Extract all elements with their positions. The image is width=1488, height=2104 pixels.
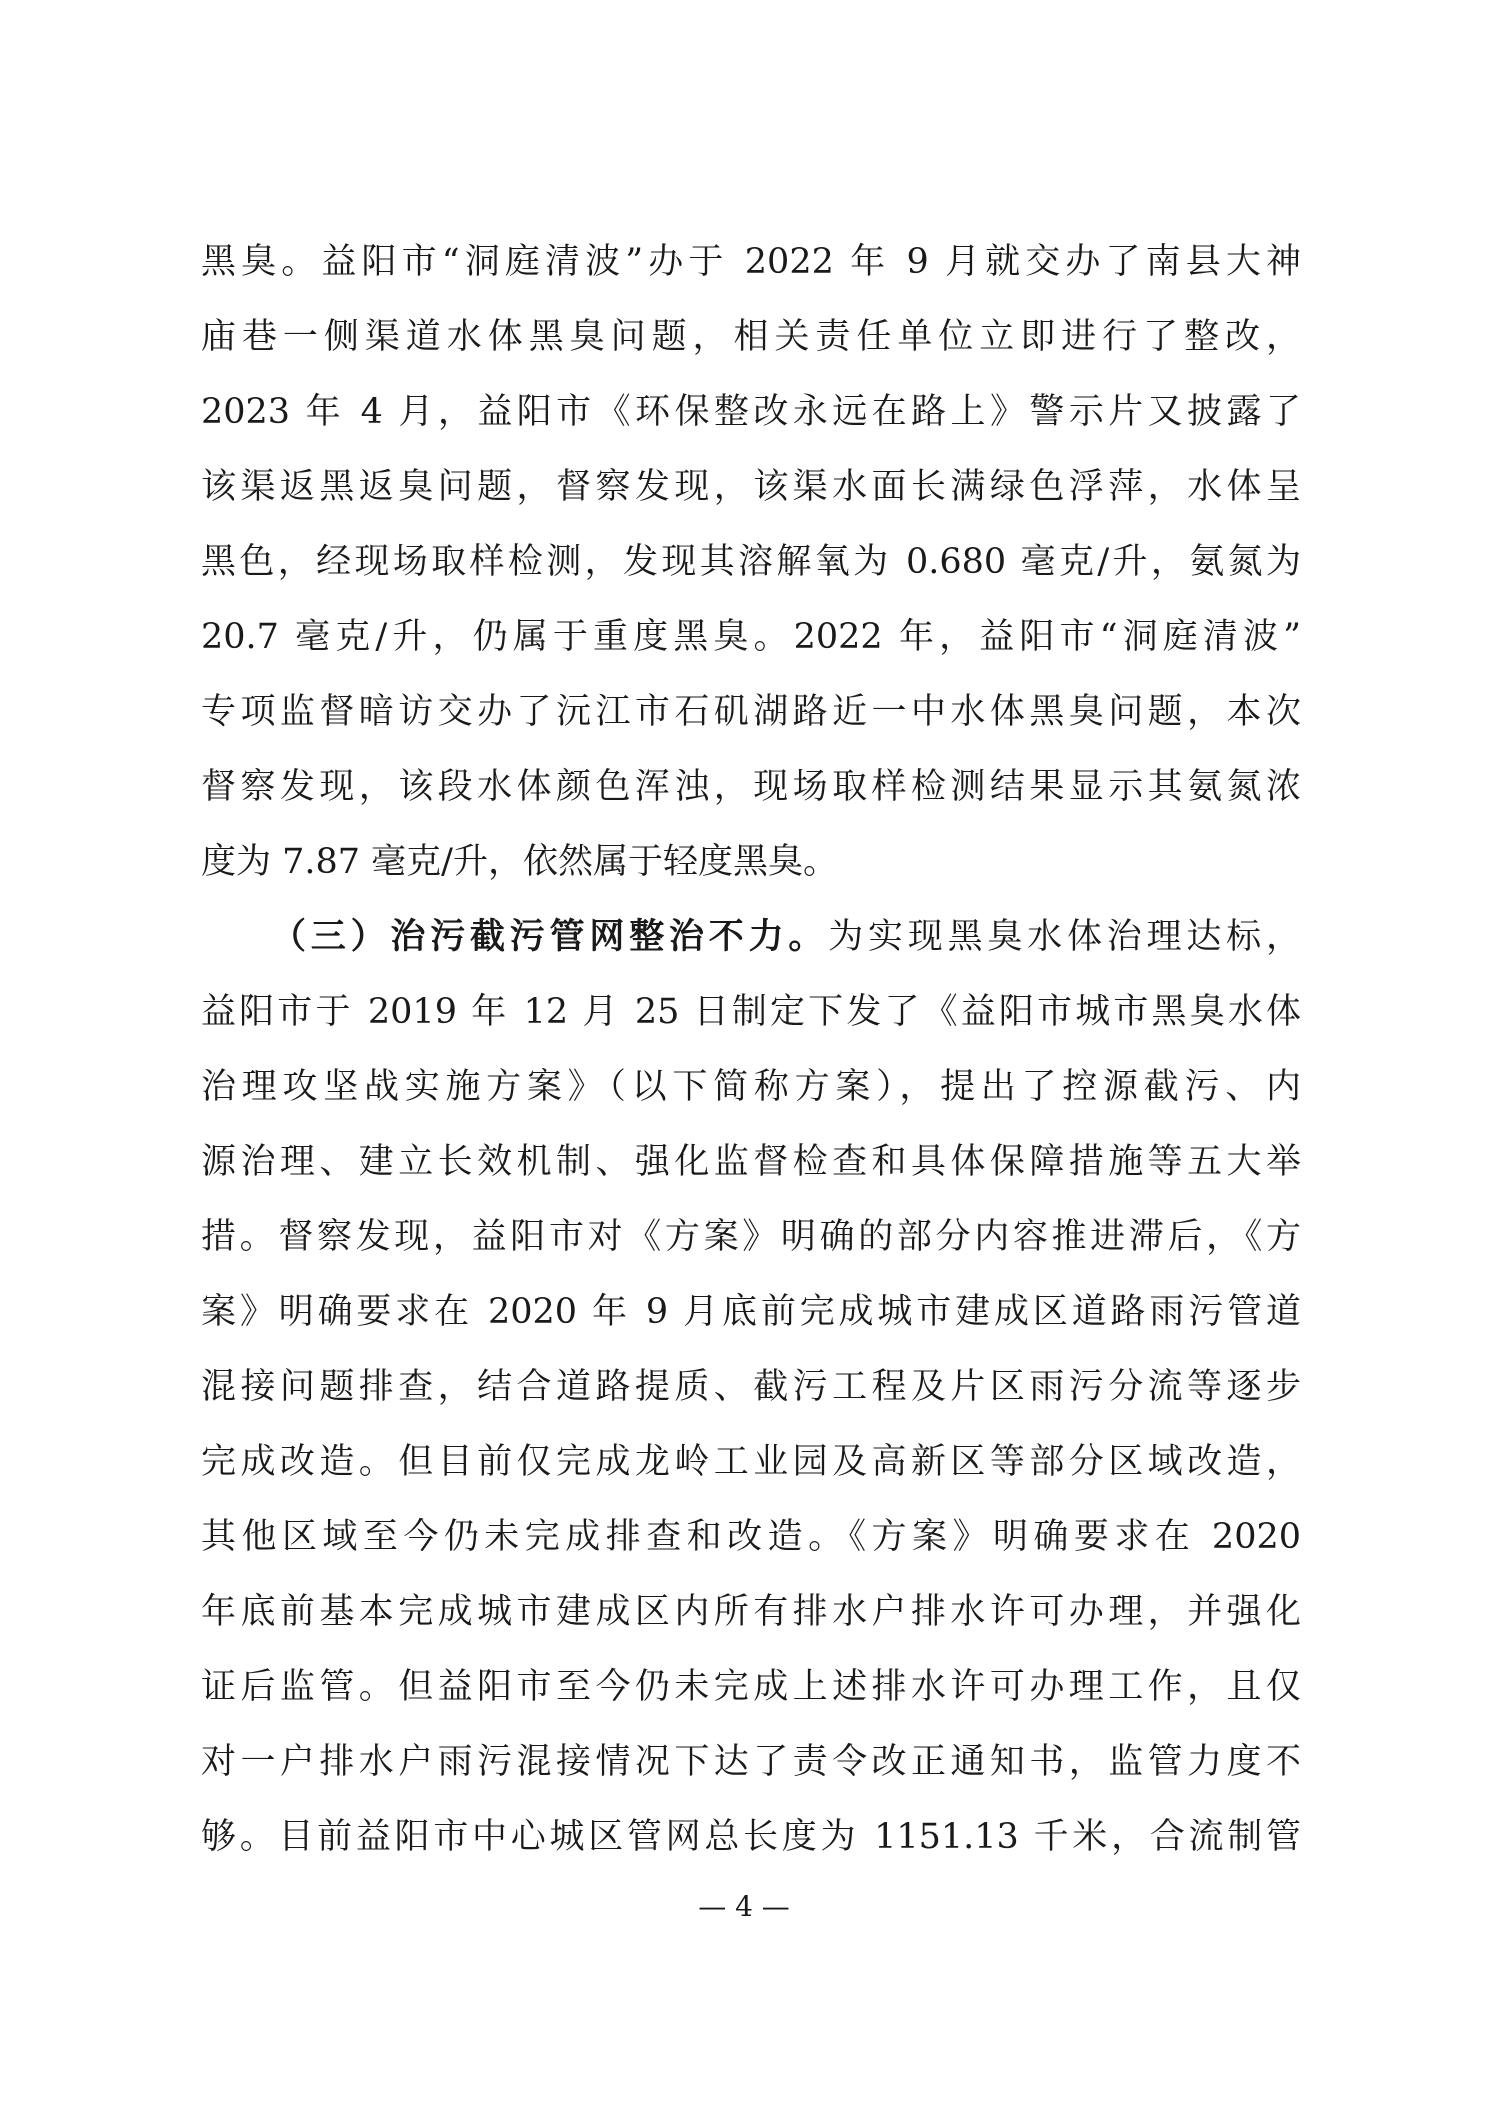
text-line: 治理攻坚战实施方案》（以下简称方案），提出了控源截污、内 <box>201 1067 1301 1107</box>
text-line: 专项监督暗访交办了沅江市石矶湖路近一中水体黑臭问题，本次 <box>201 692 1301 732</box>
text-line: 益阳市于 2019 年 12 月 25 日制定下发了《益阳市城市黑臭水体 <box>201 992 1301 1032</box>
text-line: 黑色，经现场取样检测，发现其溶解氧为 0.680 毫克/升，氨氮为 <box>201 542 1301 582</box>
text-line: 措。督察发现，益阳市对《方案》明确的部分内容推进滞后，《方 <box>201 1217 1301 1257</box>
heading-line-rest: 为实现黑臭水体治理达标， <box>828 917 1301 957</box>
text-line: 其他区域至今仍未完成排查和改造。《方案》明确要求在 2020 <box>201 1517 1301 1557</box>
text-line: 督察发现，该段水体颜色浑浊，现场取样检测结果显示其氨氮浓 <box>201 767 1301 807</box>
text-line: 案》明确要求在 2020 年 9 月底前完成城市建成区道路雨污管道 <box>201 1292 1301 1332</box>
text-line: 度为 7.87 毫克/升，依然属于轻度黑臭。 <box>201 842 838 882</box>
body-text <box>201 225 1301 1875</box>
section-heading-line <box>201 900 1301 975</box>
text-line: 混接问题排查，结合道路提质、截污工程及片区雨污分流等逐步 <box>201 1367 1301 1407</box>
text-line: 够。目前益阳市中心城区管网总长度为 1151.13 千米，合流制管 <box>201 1817 1301 1857</box>
text-line: 完成改造。但目前仅完成龙岭工业园及高新区等部分区域改造， <box>201 1442 1301 1482</box>
text-line: 庙巷一侧渠道水体黑臭问题，相关责任单位立即进行了整改， <box>201 317 1301 357</box>
page-number: — 4 — <box>698 1890 790 1923</box>
text-line: 年底前基本完成城市建成区内所有排水户排水许可办理，并强化 <box>201 1592 1301 1632</box>
text-line: 源治理、建立长效机制、强化监督检查和具体保障措施等五大举 <box>201 1142 1301 1182</box>
text-line: 2023 年 4 月，益阳市《环保整改永远在路上》警示片又披露了 <box>201 392 1301 432</box>
text-line: 证后监管。但益阳市至今仍未完成上述排水许可办理工作，且仅 <box>201 1667 1301 1707</box>
text-line: 对一户排水户雨污混接情况下达了责令改正通知书，监管力度不 <box>201 1742 1301 1782</box>
text-line: 该渠返黑返臭问题，督察发现，该渠水面长满绿色浮萍，水体呈 <box>201 467 1301 507</box>
section-heading: （三）治污截污管网整治不力。 <box>271 917 829 957</box>
text-line: 黑臭。益阳市“洞庭清波”办于 2022 年 9 月就交办了南县大神 <box>201 242 1301 282</box>
text-line: 20.7 毫克/升，仍属于重度黑臭。2022 年，益阳市“洞庭清波” <box>201 617 1301 657</box>
